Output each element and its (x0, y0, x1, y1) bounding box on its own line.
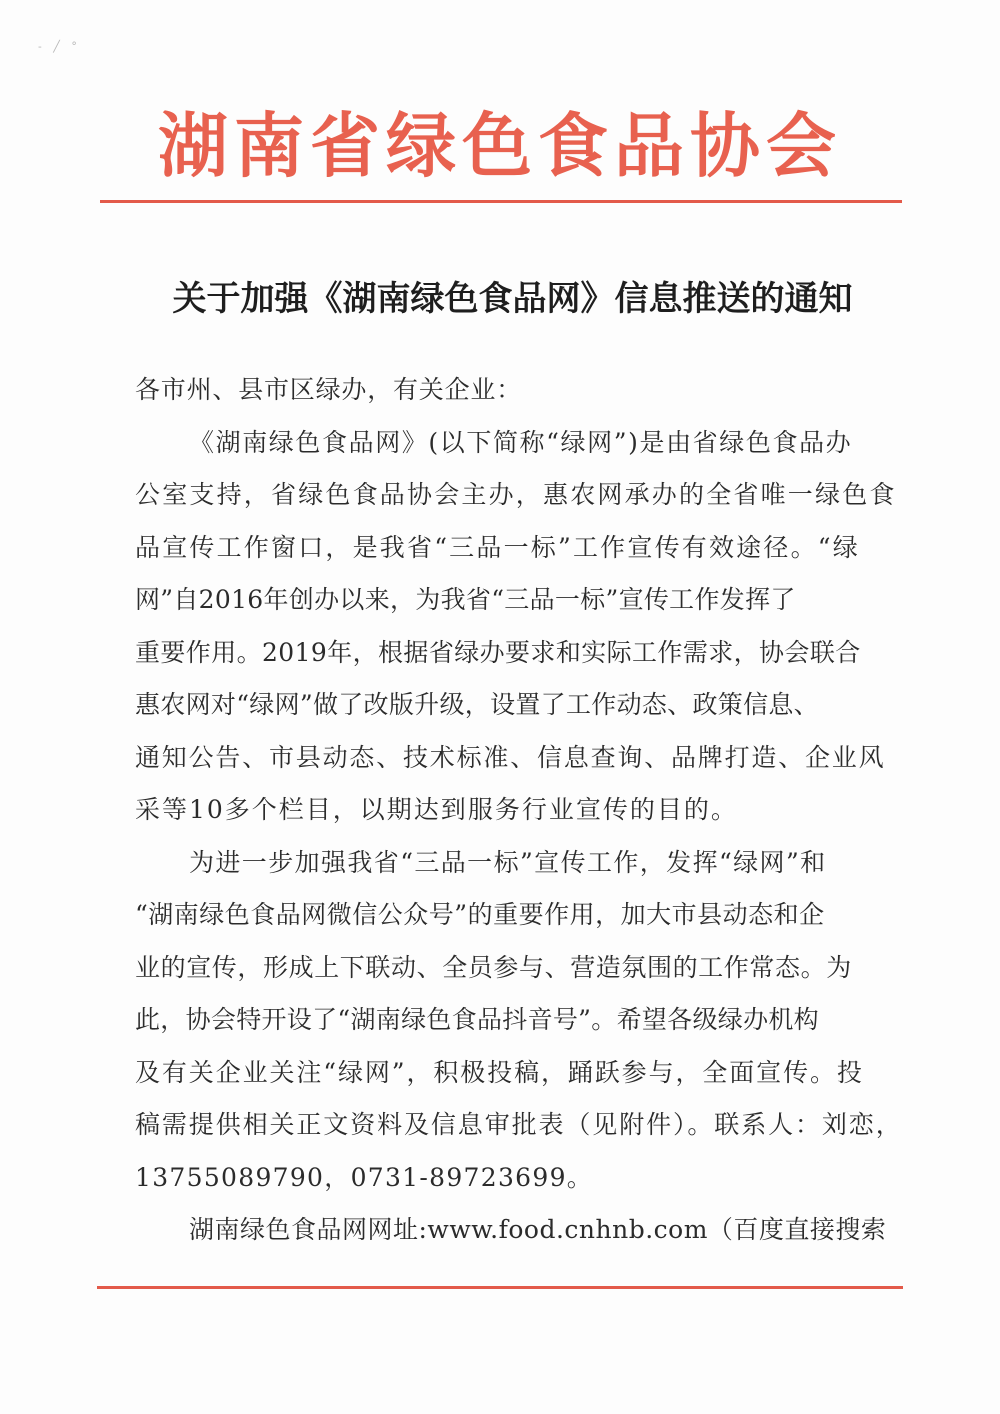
paragraph-2-line: “湖南绿色食品网微信公众号”的重要作用，加大市县动态和企 (135, 900, 825, 929)
paragraph-1-line: 品宣传工作窗口，是我省“三品一标”工作宣传有效途径。“绿 (135, 532, 860, 562)
document-title: 关于加强《湖南绿色食品网》信息推送的通知 (172, 279, 853, 319)
footer-red-rule (97, 1286, 903, 1289)
paragraph-2-line: 此，协会特开设了“湖南绿色食品抖音号”。希望各级绿办机构 (135, 1005, 819, 1034)
letterhead-organization-name: 湖南省绿色食品协会 (158, 105, 842, 187)
contact-line: 13755089790，0731-89723699。 (135, 1162, 594, 1192)
paragraph-1-line: 《湖南绿色食品网》(以下简称“绿网”)是由省绿色食品办 (189, 427, 853, 457)
paragraph-2-line: 稿需提供相关正文资料及信息审批表（见附件）。联系人：刘恋， (135, 1110, 903, 1139)
paragraph-1-line: 惠农网对“绿网”做了改版升级，设置了工作动态、政策信息、 (135, 690, 819, 719)
scan-corner-mark: - ╱ ° (38, 40, 81, 53)
website-line: 湖南绿色食品网网址:www.food.cnhnb.com（百度直接搜索 (189, 1215, 887, 1244)
paragraph-1-line: 网”自2016年创办以来，为我省“三品一标”宣传工作发挥了 (135, 585, 796, 614)
salutation-line: 各市州、县市区绿办，有关企业： (135, 375, 523, 404)
paragraph-2-line: 业的宣传，形成上下联动、全员参与、营造氛围的工作常态。为 (135, 952, 852, 982)
paragraph-1-line: 通知公告、市县动态、技术标准、信息查询、品牌打造、企业风 (135, 742, 886, 772)
paragraph-1-line: 采等10多个栏目，以期达到服务行业宣传的目的。 (135, 795, 738, 824)
paragraph-2-line: 为进一步加强我省“三品一标”宣传工作，发挥“绿网”和 (189, 847, 827, 877)
paragraph-1-line: 公室支持，省绿色食品协会主办，惠农网承办的全省唯一绿色食 (135, 480, 897, 509)
document-body (135, 364, 903, 1257)
letterhead-red-rule (100, 200, 902, 203)
paragraph-1-line: 重要作用。2019年，根据省绿办要求和实际工作需求，协会联合 (135, 637, 861, 667)
paragraph-2-line: 及有关企业关注“绿网”，积极投稿，踊跃参与，全面宣传。投 (135, 1057, 864, 1087)
